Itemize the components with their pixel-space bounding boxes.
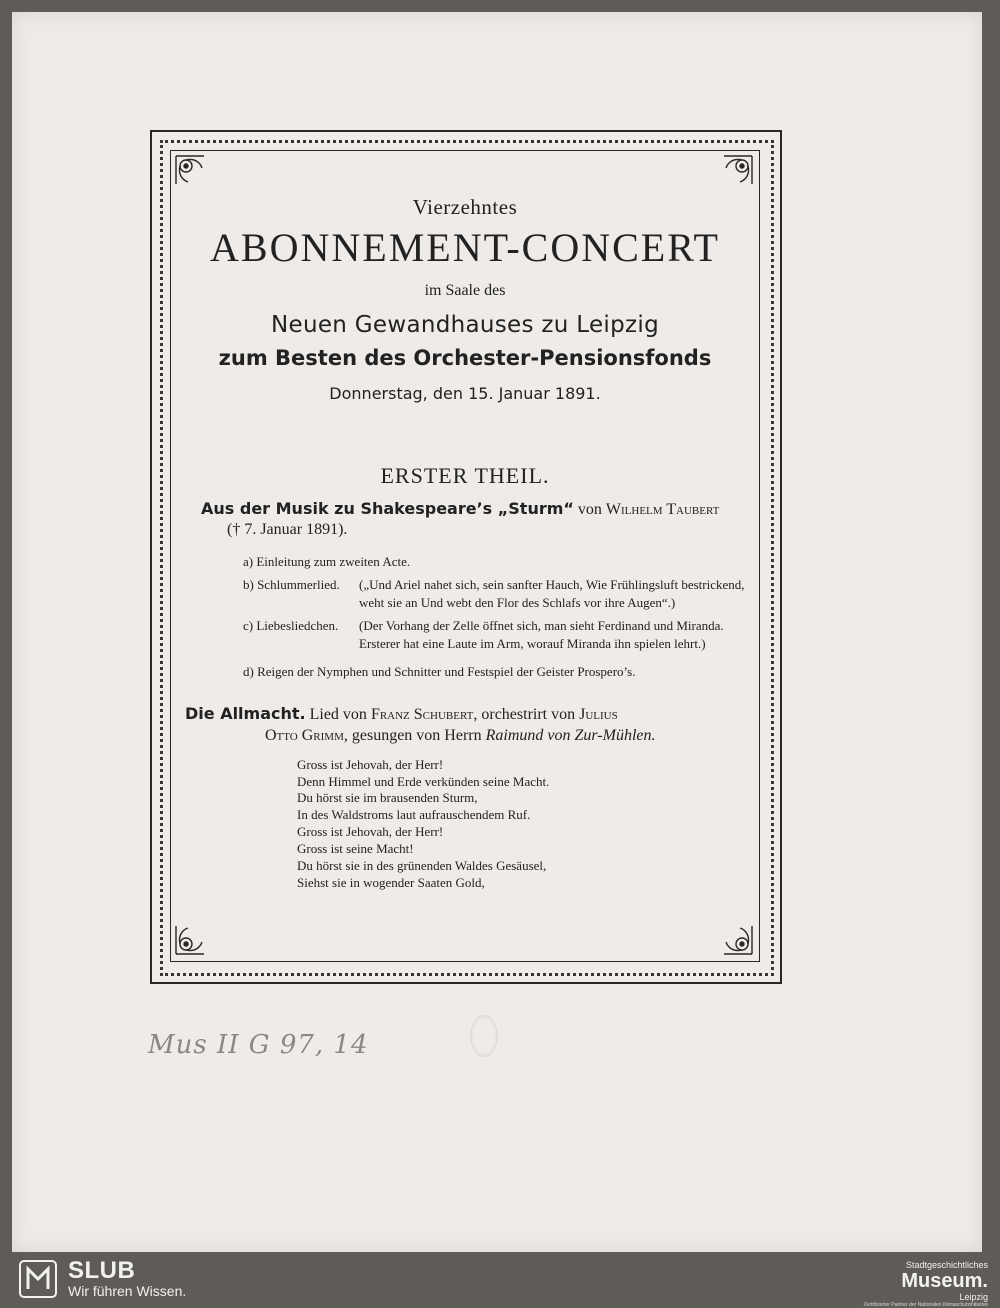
work-composer: Wilhelm Taubert <box>605 501 720 518</box>
list-item <box>185 617 745 652</box>
part-heading: ERSTER THEIL. <box>380 463 550 488</box>
page-title: ABONNEMENT-CONCERT <box>210 225 720 270</box>
poem-line: Gross ist seine Macht! <box>297 841 414 857</box>
concert-date: Donnerstag, den 15. Januar 1891. <box>329 384 601 403</box>
venue-intro: im Saale des <box>424 282 506 299</box>
work-title: Die Allmacht. <box>185 704 306 724</box>
corner-ornament-icon <box>172 922 208 958</box>
item-label: b) Schlummerlied. <box>243 577 340 593</box>
list-item <box>185 663 745 681</box>
venue-name: Neuen Gewandhauses zu Leipzig <box>271 312 659 338</box>
poem-line: Gross ist Jehovah, der Herr! <box>297 824 444 840</box>
benefit-line: zum Besten des Orchester-Pensionsfonds <box>218 346 712 370</box>
handwritten-shelfmark: Mus II G 97, 14 <box>148 1030 369 1060</box>
composer-death-note: († 7. Januar 1891). <box>227 520 348 538</box>
poem-line: In des Waldstroms laut aufrauschendem Ruf. <box>297 807 531 823</box>
work-text: , orchestrirt von <box>473 706 576 724</box>
poem-line: Du hörst sie in des grünenden Waldes Gesäusel, <box>297 858 547 874</box>
item-label: a) Einleitung zum zweiten Acte. <box>243 553 411 569</box>
work-taubert <box>185 499 745 521</box>
list-item <box>185 553 745 571</box>
work-by: von <box>577 501 602 518</box>
corner-ornament-icon <box>720 152 756 188</box>
work-composer: Franz Schubert <box>370 706 474 724</box>
program-content <box>185 195 745 892</box>
work-arranger-last: Otto Grimm <box>265 726 344 744</box>
museum-top-line: Stadtgeschichtliches <box>905 1260 988 1270</box>
museum-name: Museum. <box>901 1270 988 1292</box>
work-singer: Raimund von Zur-Mühlen. <box>485 726 656 744</box>
poem-line: Du hörst sie im brausenden Sturm, <box>297 790 478 806</box>
poem-line: Siehst sie in wogender Saaten Gold, <box>297 874 485 890</box>
corner-ornament-icon <box>172 152 208 188</box>
poem-line: Denn Himmel und Erde verkünden seine Macht. <box>297 773 550 789</box>
item-label: d) Reigen der Nymphen und Schnitter und Festspiel der Geister Prospero’s. <box>243 663 636 679</box>
poem-line: Gross ist Jehovah, der Herr! <box>297 756 444 772</box>
work-title: Aus der Musik zu Shakespeare’s „Sturm“ <box>201 499 574 518</box>
museum-certification: Zertifizierter Partner der Nationalen Klimaschutzinitiative <box>863 1302 988 1308</box>
slub-title: SLUB <box>68 1257 136 1284</box>
item-description: („Und Ariel nahet sich, sein sanfter Hauch, Wie Frühlingsluft bestrickend, weht sie an Und webt den Flor des Schlafs vor ihre Augen“.) <box>359 577 745 610</box>
work-text: , gesungen von Herrn <box>343 726 482 744</box>
work-arranger-first: Julius <box>579 706 618 724</box>
item-description: (Der Vorhang der Zelle öffnet sich, man sieht Ferdinand und Miranda. Ersterer hat eine Laute im Arm, worauf Miranda ihn spielen lehrt.) <box>359 618 724 651</box>
work-text: Lied von <box>309 706 367 724</box>
slub-branding <box>18 1258 186 1300</box>
concert-number: Vierzehntes <box>412 195 518 219</box>
museum-branding <box>864 1260 989 1308</box>
corner-ornament-icon <box>720 922 756 958</box>
slub-tagline: Wir führen Wissen. <box>68 1283 187 1300</box>
item-label: c) Liebesliedchen. <box>243 618 339 634</box>
slub-logo-icon <box>18 1259 58 1299</box>
museum-city: Leipzig <box>959 1292 988 1302</box>
work-schubert <box>185 704 745 747</box>
blind-stamp <box>470 1015 498 1057</box>
poem-text <box>185 757 745 892</box>
list-item <box>185 576 745 611</box>
